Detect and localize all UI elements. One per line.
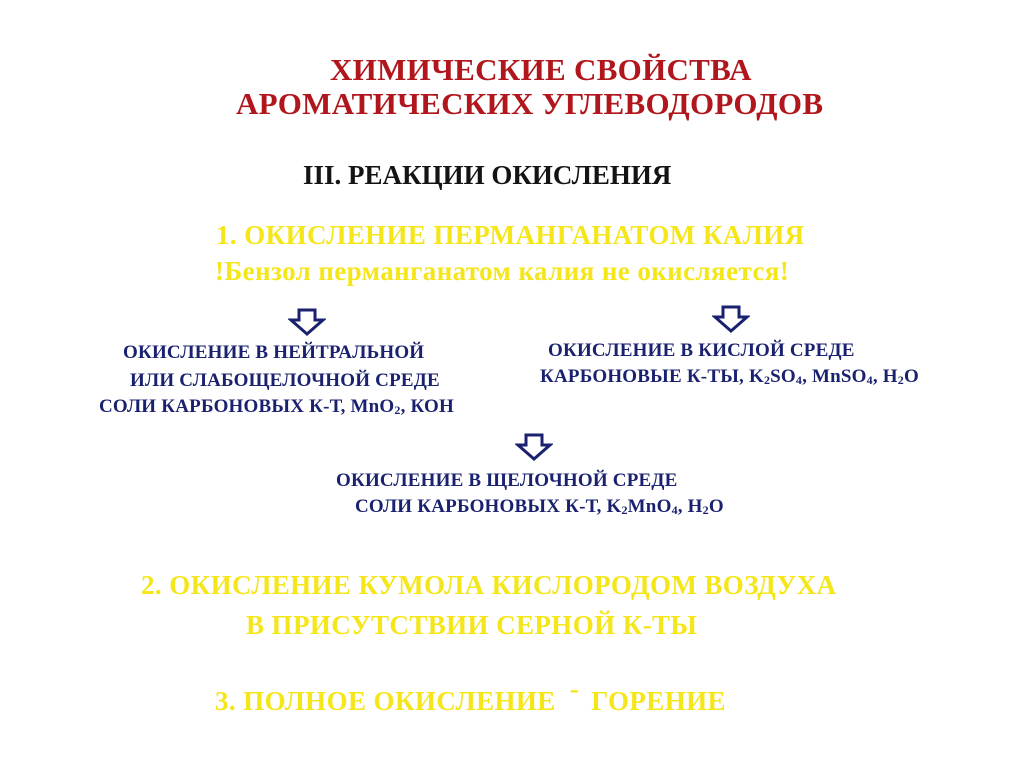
neutral-line3-suffix: , КОН: [400, 396, 454, 417]
acidic-text-a: КАРБОНОВЫЕ К-ТЫ, K: [540, 366, 764, 387]
arrow-down-icon: [515, 433, 553, 461]
neutral-line2: ИЛИ СЛАБОЩЕЛОЧНОЙ СРЕДЕ: [130, 370, 440, 391]
alkaline-text-a: СОЛИ КАРБОНОВЫХ К-Т, K: [355, 496, 622, 517]
acidic-sub-1: 2: [763, 373, 771, 387]
alkaline-text-d: O: [708, 496, 724, 517]
alkaline-text-b: MnO: [627, 496, 672, 517]
alkaline-line1: ОКИСЛЕНИЕ В ЩЕЛОЧНОЙ СРЕДЕ: [336, 470, 678, 491]
item3-line: [215, 674, 726, 717]
arrow-down-icon: [288, 308, 326, 336]
alkaline-sub-2: 4: [671, 503, 678, 517]
acidic-text-e: O: [903, 366, 919, 387]
neutral-line1: ОКИСЛЕНИЕ В НЕЙТРАЛЬНОЙ: [123, 342, 425, 363]
item3-dash: -: [569, 674, 580, 704]
item1-note: !Бензол перманганатом калия не окисляется!: [215, 256, 790, 286]
item1-heading: 1. ОКИСЛЕНИЕ ПЕРМАНГАНАТОМ КАЛИЯ: [216, 220, 805, 250]
alkaline-sub-3: 2: [702, 503, 709, 517]
acidic-sub-4: 2: [897, 373, 904, 387]
acidic-sub-3: 4: [866, 373, 873, 387]
item3-part2: ГОРЕНИЕ: [591, 686, 726, 716]
item2-line1: 2. ОКИСЛЕНИЕ КУМОЛА КИСЛОРОДОМ ВОЗДУХА: [141, 570, 837, 600]
alkaline-line2: [355, 496, 724, 518]
slide-title-line1: ХИМИЧЕСКИЕ СВОЙСТВА: [330, 52, 752, 87]
neutral-line3-prefix: СОЛИ КАРБОНОВЫХ К-Т, MnO: [99, 396, 395, 417]
neutral-line3-sub: 2: [394, 403, 401, 417]
acidic-line2: [540, 366, 919, 388]
alkaline-text-c: , H: [677, 496, 703, 517]
arrow-down-icon: [712, 305, 750, 333]
section-heading: III. РЕАКЦИИ ОКИСЛЕНИЯ: [303, 160, 672, 190]
acidic-sub-2: 4: [795, 373, 803, 387]
neutral-line3: [99, 396, 454, 418]
acidic-text-d: , H: [872, 366, 898, 387]
acidic-text-b: SO: [770, 366, 796, 387]
acidic-text-c: , MnSO: [802, 366, 867, 387]
item3-part1: 3. ПОЛНОЕ ОКИСЛЕНИЕ: [215, 686, 556, 716]
alkaline-sub-1: 2: [621, 503, 628, 517]
acidic-line1: ОКИСЛЕНИЕ В КИСЛОЙ СРЕДЕ: [548, 340, 855, 361]
item2-line2: В ПРИСУТСТВИИ СЕРНОЙ К-ТЫ: [246, 610, 698, 640]
slide-title-line2: АРОМАТИЧЕСКИХ УГЛЕВОДОРОДОВ: [236, 86, 824, 121]
